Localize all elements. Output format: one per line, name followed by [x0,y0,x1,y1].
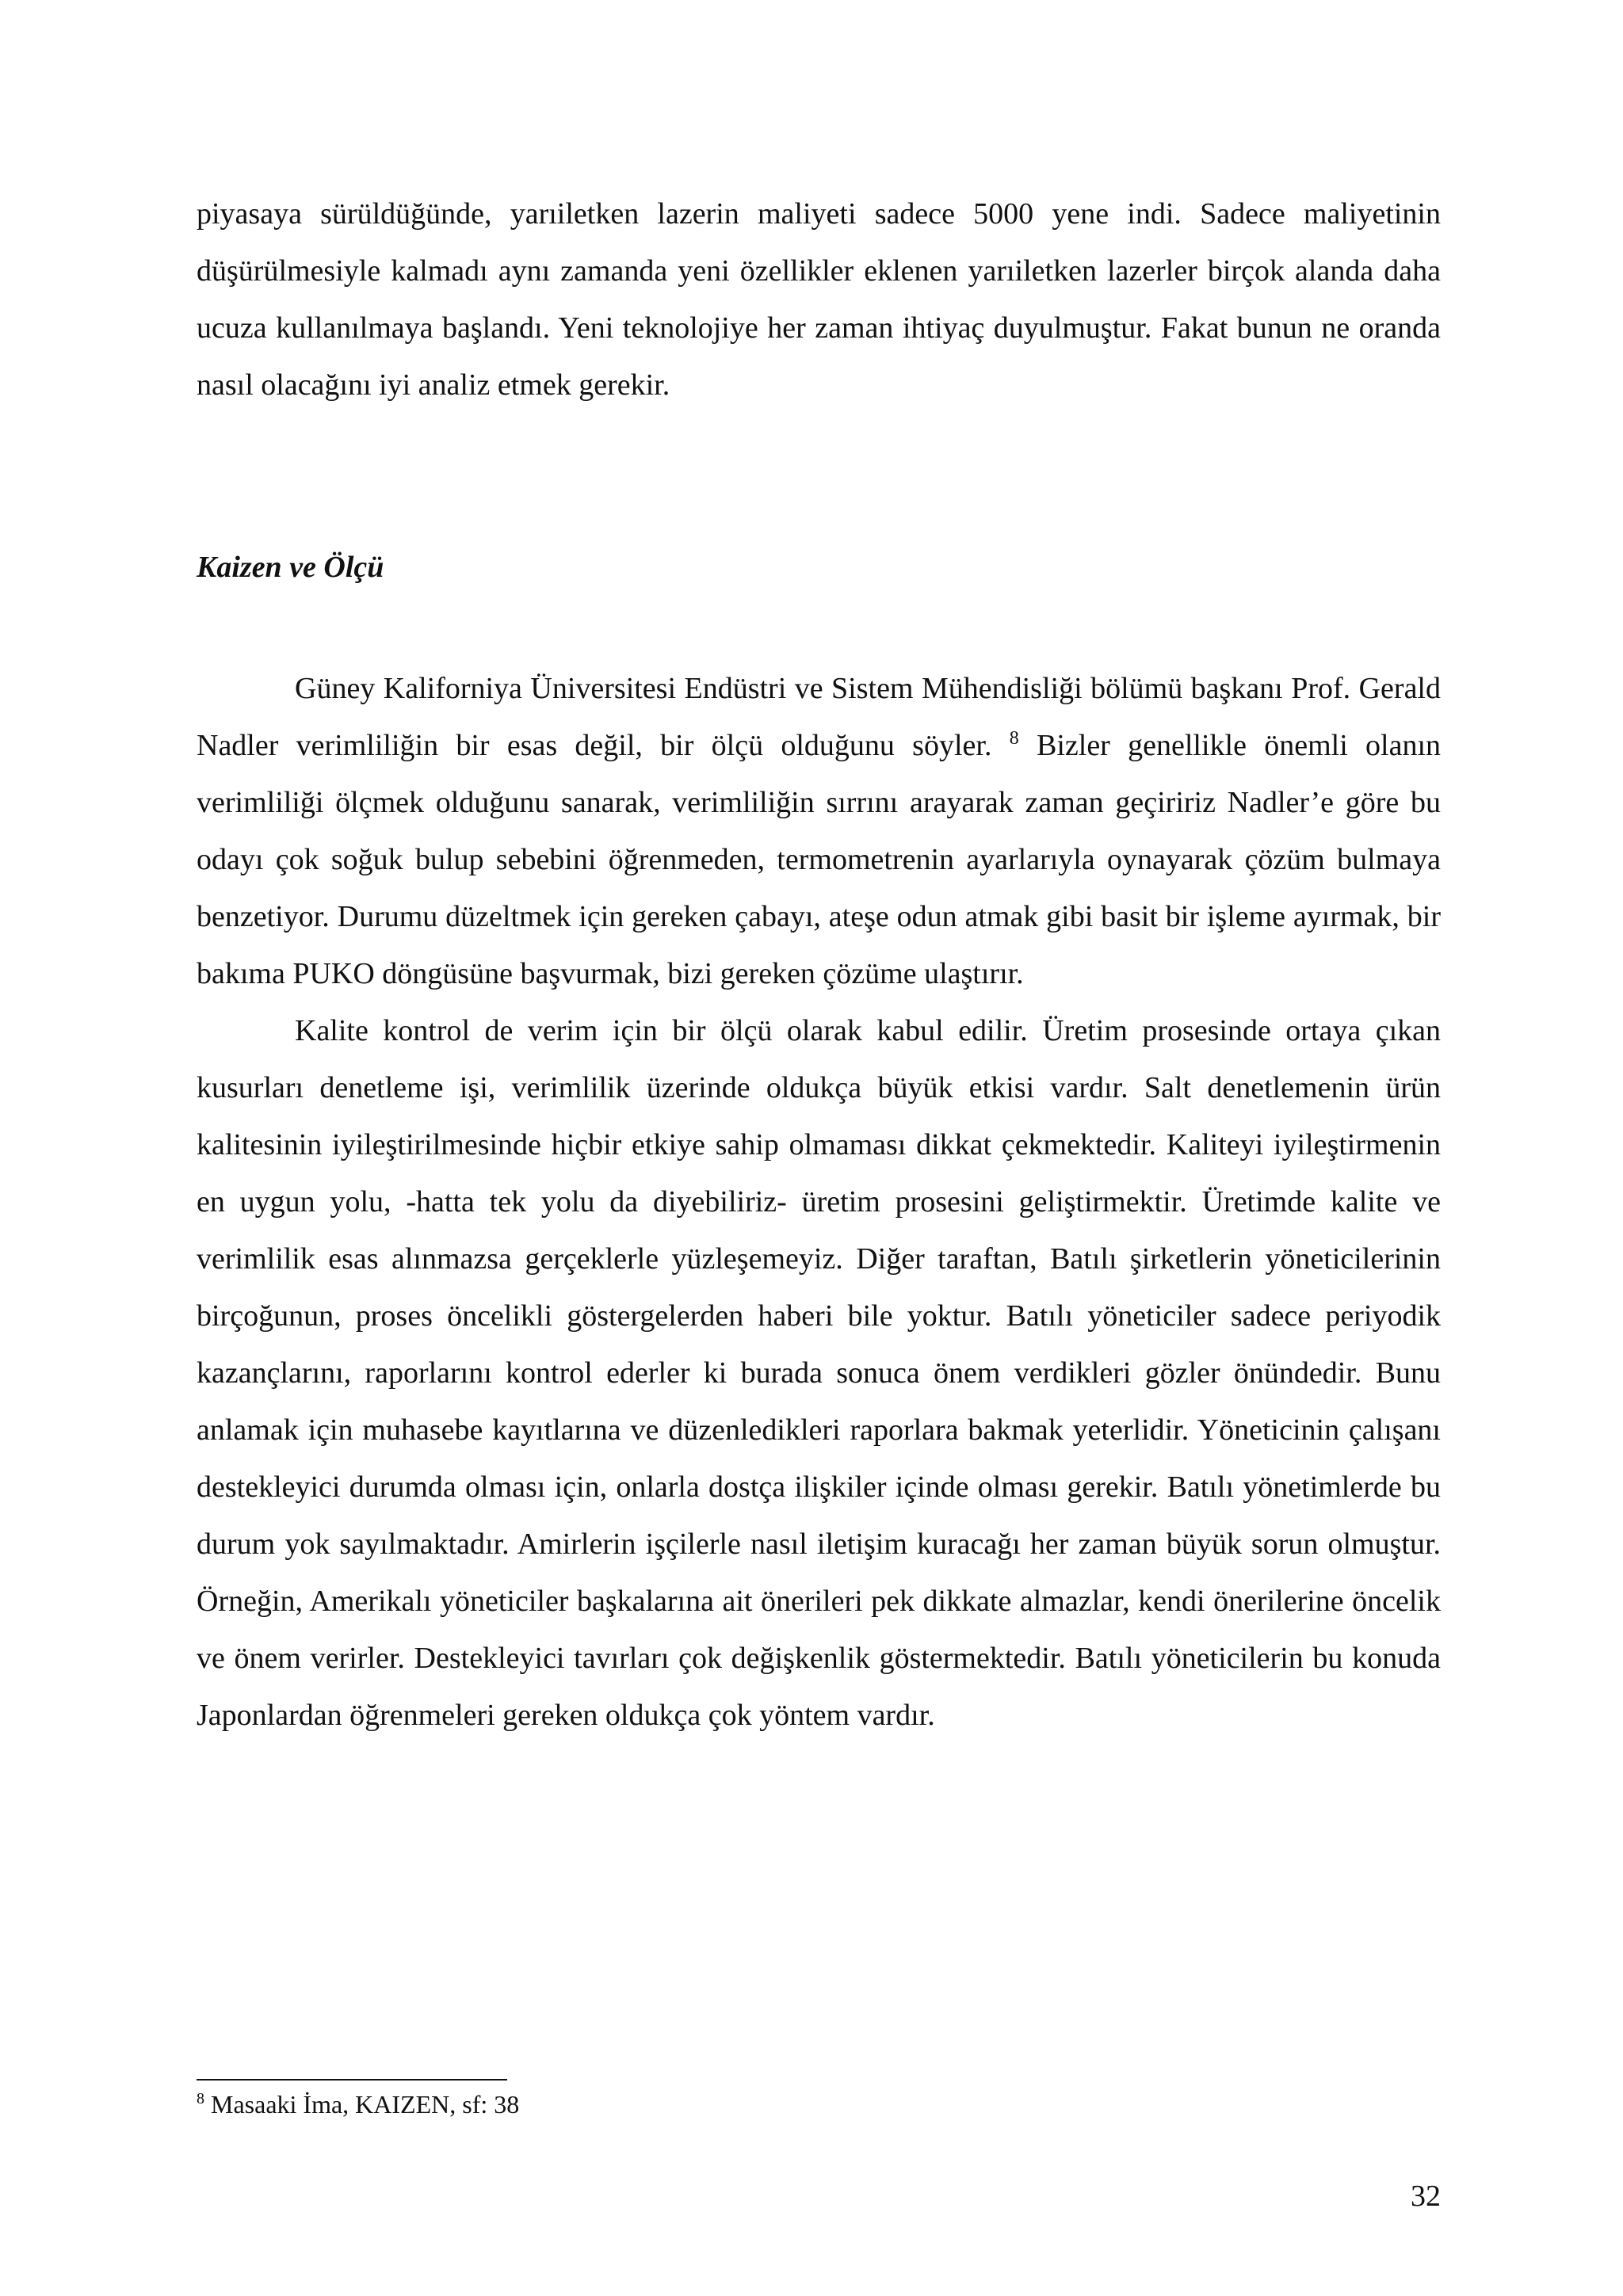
paragraph-quality-control: Kalite kontrol de verim için bir ölçü olarak kabul edilir. Üretim prosesinde ortaya çıkan kusurları denetleme işi, verimlilik üzerinde oldukça büyük etkisi vardır. Salt denetlemenin ürün kalitesinin iyileştirilmesinde hiçbir etkiye sahip olmaması dikkat çekmektedir. Kaliteyi iyileştirmenin en uygun yolu, -hatta tek yolu da diyebiliriz- üretim prosesini geliştirmektir. Üretimde kalite ve verimlilik esas alınmazsa gerçeklerle yüzleşemeyiz. Diğer taraftan, Batılı şirketlerin yöneticilerinin birçoğunun, proses öncelikli göstergelerden haberi bile yoktur. Batılı yöneticiler sadece periyodik kazançlarını, raporlarını kontrol ederler ki burada sonuca önem verdikleri gözler önündedir. Bunu anlamak için muhasebe kayıtlarına ve düzenledikleri raporlara bakmak yeterlidir. Yöneticinin çalışanı destekleyici durumda olması için, onlarla dostça ilişkiler içinde olması gerekir. Batılı yönetimlerde bu durum yok sayılmaktadır. Amirlerin işçilerle nasıl iletişim kuracağı her zaman büyük sorun olmuştur. Örneğin, Amerikalı yöneticiler başkalarına ait önerileri pek dikkate almazlar, kendi önerilerine öncelik ve önem verirler. Destekleyici tavırları çok değişkenlik göstermektedir. Batılı yöneticilerin bu konuda Japonlardan öğrenmeleri gereken oldukça çok yöntem vardır. [197,1014,1441,1732]
footnote-text: Masaaki İma, KAIZEN, sf: 38 [204,2090,520,2119]
paragraph-nadler-text-start: Güney Kaliforniya Üniversitesi Endüstri ve Sistem Mühendisliği bölümü başkanı Prof. Gerald Nadler verimliliğin bir esas değil, bir ölçü olduğunu söyler. [197,672,1441,762]
paragraph-continuation: piyasaya sürüldüğünde, yarıiletken lazerin maliyeti sadece 5000 yene indi. Sadece maliyetinin düşürülmesiyle kalmadı aynı zamanda yeni özellikler eklenen yarıiletken lazerler birçok alanda daha ucuza kullanılmaya başlandı. Yeni teknolojiye her zaman ihtiyaç duyulmuştur. Fakat bunun ne oranda nasıl olacağını iyi analiz etmek gerekir. [197,197,1441,402]
footnote-mark: 8 [197,2090,204,2107]
footnote [197,2087,519,2122]
paragraph-nadler-text-end: Bizler genellikle önemli olanın verimliliği ölçmek olduğunu sanarak, verimliliğin sırrını arayarak zaman geçiririz Nadler’e göre bu odayı çok soğuk bulup sebebini öğrenmeden, termometrenin ayarlarıyla oynayarak çözüm bulmaya benzetiyor. Durumu düzeltmek için gereken çabayı, ateşe odun atmak gibi basit bir işleme ayırmak, bir bakıma PUKO döngüsüne başvurmak, bizi gereken çözüme ulaştırır. [197,729,1441,990]
section-body [197,660,1441,1744]
footnote-separator [197,2079,507,2081]
page-number: 32 [1411,2180,1441,2213]
paragraph-nadler [197,660,1441,1002]
footnote-reference[interactable]: 8 [1009,728,1019,749]
section-heading: Kaizen ve Ölçü [197,551,384,584]
